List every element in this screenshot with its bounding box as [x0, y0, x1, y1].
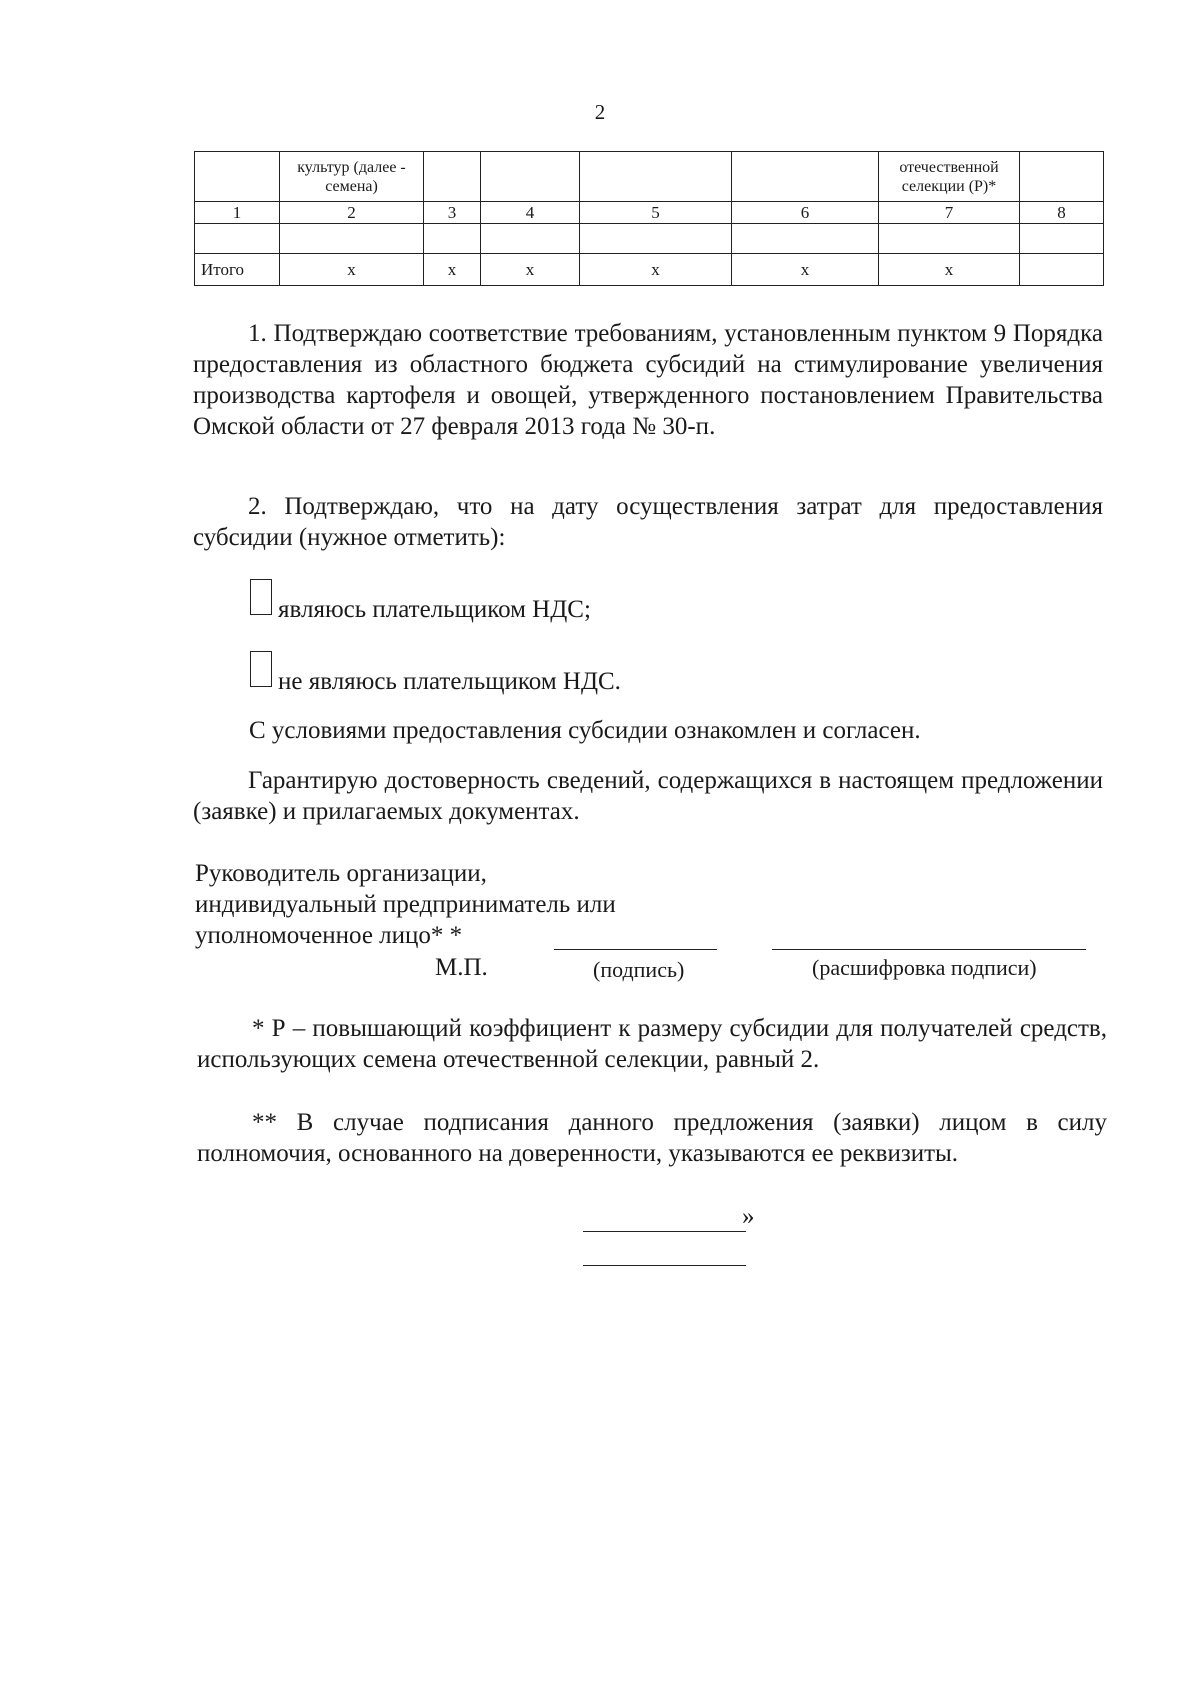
table-cell: 3 [424, 202, 481, 224]
table-cell: х [732, 254, 879, 286]
table-cell: х [481, 254, 580, 286]
table-cell: х [424, 254, 481, 286]
signature-block [195, 858, 616, 951]
table-cell [280, 224, 424, 254]
signature-decode-caption: (расшифровка подписи) [812, 955, 1037, 980]
table-header-row [195, 152, 1104, 202]
table-empty-row [195, 224, 1104, 254]
table-cell: х [879, 254, 1020, 286]
table-total-row [195, 254, 1104, 286]
stamp-label: М.П. [435, 954, 488, 981]
footnote-coefficient: * Р – повышающий коэффициент к размеру субсидии для получателей средств, использующих семена отечественной селекции, равный 2. [197, 1015, 1107, 1073]
signature-caption: (подпись) [593, 957, 685, 982]
closing-line-1 [583, 1231, 746, 1232]
table-cell [580, 152, 732, 202]
table-cell [481, 152, 580, 202]
table-cell [195, 152, 280, 202]
signatory-line-2: индивидуальный предприниматель или [195, 891, 616, 918]
table-cell [732, 224, 879, 254]
page-number: 2 [594, 100, 606, 124]
table-cell [1020, 224, 1104, 254]
table-cell: 4 [481, 202, 580, 224]
table-cell: 5 [580, 202, 732, 224]
closing-line-2 [583, 1265, 746, 1266]
table-cell [481, 224, 580, 254]
table-cell [732, 152, 879, 202]
table-number-row [195, 202, 1104, 224]
not-vat-payer-checkbox[interactable] [250, 651, 272, 687]
signatory-line-3: уполномоченное лицо* * [195, 922, 463, 949]
not-vat-payer-label: не являюсь плательщиком НДС. [278, 668, 621, 695]
table-cell [424, 224, 481, 254]
table-cell [195, 224, 280, 254]
table-cell: культур (далее - семена) [280, 152, 424, 202]
signatory-line-1: Руководитель организации, [195, 860, 487, 887]
footnote-power-of-attorney: ** В случае подписания данного предложения (заявки) лицом в силу полномочия, основанного на доверенности, указываются ее реквизиты. [197, 1109, 1107, 1167]
paragraph-agreement: С условиями предоставления субсидии ознакомлен и согласен. [249, 717, 921, 744]
paragraph-conformity: 1. Подтверждаю соответствие требованиям, установленным пунктом 9 Порядка предоставления из областного бюджета субсидий на стимулирование увеличения производства картофеля и овощей, утвержденного постановлением Правительства Омской области от 27 февраля 2013 года № 30-п. [193, 320, 1103, 440]
table-cell: 2 [280, 202, 424, 224]
vat-payer-checkbox[interactable] [250, 579, 272, 615]
paragraph-guarantee: Гарантирую достоверность сведений, содержащихся в настоящем предложении (заявке) и прилагаемых документах. [193, 767, 1103, 825]
table-cell [424, 152, 481, 202]
table-cell: Итого [195, 254, 280, 286]
table-cell [580, 224, 732, 254]
signature-decode-line[interactable] [772, 949, 1086, 950]
table-cell: х [580, 254, 732, 286]
table-cell: 6 [732, 202, 879, 224]
closing-quote: » [742, 1203, 755, 1230]
table-cell [1020, 254, 1104, 286]
signature-line[interactable] [554, 949, 717, 950]
table-cell [1020, 152, 1104, 202]
table-cell: 8 [1020, 202, 1104, 224]
vat-payer-label: являюсь плательщиком НДС; [278, 596, 591, 623]
application-table [194, 151, 1104, 286]
table-cell: 1 [195, 202, 280, 224]
table-cell: х [280, 254, 424, 286]
table-cell: отечественной селекции (Р)* [879, 152, 1020, 202]
table-cell: 7 [879, 202, 1020, 224]
table-cell [879, 224, 1020, 254]
paragraph-vat-status: 2. Подтверждаю, что на дату осуществления затрат для предоставления субсидии (нужное отметить): [193, 493, 1103, 551]
